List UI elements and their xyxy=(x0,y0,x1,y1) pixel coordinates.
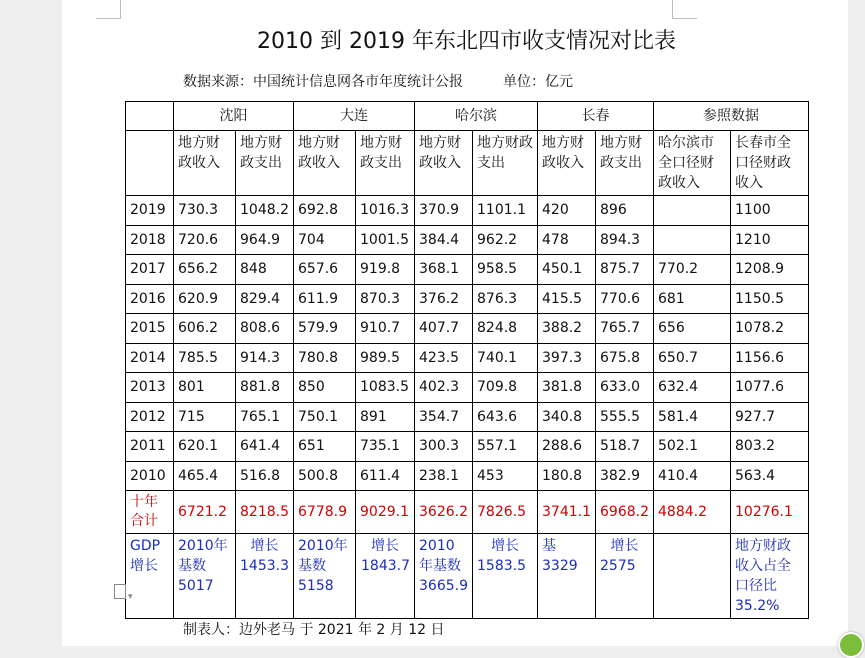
table-row xyxy=(126,314,809,344)
value-cell: 656.2 xyxy=(174,255,236,285)
expense-header: 地方财政支出 xyxy=(356,131,415,196)
value-cell: 894.3 xyxy=(596,225,654,255)
value-cell: 370.9 xyxy=(415,196,473,226)
value-cell: 478 xyxy=(538,225,596,255)
table-row xyxy=(126,255,809,285)
value-cell: 1208.9 xyxy=(731,255,809,285)
value-cell xyxy=(654,225,731,255)
gdp-dl-growth xyxy=(356,534,415,619)
value-cell: 919.8 xyxy=(356,255,415,285)
gdp-row xyxy=(126,534,809,619)
value-cell: 555.5 xyxy=(596,402,654,432)
table-row xyxy=(126,373,809,403)
gdp-base-label: 基 xyxy=(542,538,556,554)
value-cell: 1048.2 xyxy=(236,196,294,226)
income-header: 地方财政收入 xyxy=(294,131,356,196)
maker-line: 制表人：边外老马 于 2021 年 2 月 12 日 xyxy=(183,622,445,638)
value-cell: 563.4 xyxy=(731,461,809,491)
value-cell: 1210 xyxy=(731,225,809,255)
total-cell: 10276.1 xyxy=(731,491,809,534)
income-header: 地方财政收入 xyxy=(415,131,473,196)
income-header: 地方财政收入 xyxy=(538,131,596,196)
ref-cc-header: 长春市全口径财政收入 xyxy=(731,131,809,196)
value-cell: 656 xyxy=(654,314,731,344)
gdp-ratio-text: 地方财政收入占全口径比 xyxy=(735,538,791,594)
value-cell: 180.8 xyxy=(538,461,596,491)
value-cell: 910.7 xyxy=(356,314,415,344)
value-cell: 715 xyxy=(174,402,236,432)
value-cell: 579.9 xyxy=(294,314,356,344)
value-cell: 850 xyxy=(294,373,356,403)
value-cell: 848 xyxy=(236,255,294,285)
city-header: 大连 xyxy=(294,102,415,131)
gdp-base-value: 3329 xyxy=(542,558,578,574)
document-icon xyxy=(114,584,126,599)
value-cell: 354.7 xyxy=(415,402,473,432)
corner-cell xyxy=(126,131,174,196)
value-cell: 415.5 xyxy=(538,284,596,314)
value-cell: 453 xyxy=(473,461,538,491)
value-cell: 1100 xyxy=(731,196,809,226)
page-corner-mark xyxy=(96,0,121,19)
value-cell: 989.5 xyxy=(356,343,415,373)
year-cell: 2015 xyxy=(126,314,174,344)
total-cell: 9029.1 xyxy=(356,491,415,534)
city-header: 沈阳 xyxy=(174,102,294,131)
gdp-sy-growth xyxy=(236,534,294,619)
chevron-down-icon: ▾ xyxy=(128,592,133,602)
year-cell: 2017 xyxy=(126,255,174,285)
table-row xyxy=(126,284,809,314)
expense-header: 地方财政支出 xyxy=(473,131,538,196)
value-cell: 500.8 xyxy=(294,461,356,491)
value-cell: 611.4 xyxy=(356,461,415,491)
value-cell: 397.3 xyxy=(538,343,596,373)
year-cell: 2010 xyxy=(126,461,174,491)
gdp-growth-label: 增长 xyxy=(491,538,519,554)
total-cell: 3741.1 xyxy=(538,491,596,534)
value-cell: 1083.5 xyxy=(356,373,415,403)
gdp-cc-base xyxy=(538,534,596,619)
gdp-base-label: 2010年基数 xyxy=(298,538,348,574)
gdp-growth-value: 1843.7 xyxy=(361,558,410,574)
table-row xyxy=(126,343,809,373)
value-cell: 423.5 xyxy=(415,343,473,373)
year-cell: 2019 xyxy=(126,196,174,226)
value-cell: 407.7 xyxy=(415,314,473,344)
value-cell: 770.2 xyxy=(654,255,731,285)
total-cell: 6968.2 xyxy=(596,491,654,534)
value-cell: 368.1 xyxy=(415,255,473,285)
table-row xyxy=(126,432,809,462)
value-cell: 730.3 xyxy=(174,196,236,226)
table-row xyxy=(126,196,809,226)
reference-header: 参照数据 xyxy=(654,102,809,131)
gdp-empty-cell xyxy=(654,534,731,619)
value-cell xyxy=(654,196,731,226)
value-cell: 808.6 xyxy=(236,314,294,344)
value-cell: 958.5 xyxy=(473,255,538,285)
gdp-base-value: 5158 xyxy=(298,578,334,594)
total-cell: 7826.5 xyxy=(473,491,538,534)
value-cell: 785.5 xyxy=(174,343,236,373)
gdp-growth-label: 增长 xyxy=(371,538,399,554)
value-cell: 611.9 xyxy=(294,284,356,314)
value-cell: 420 xyxy=(538,196,596,226)
value-cell: 340.8 xyxy=(538,402,596,432)
year-cell: 2013 xyxy=(126,373,174,403)
table-row xyxy=(126,461,809,491)
value-cell: 692.8 xyxy=(294,196,356,226)
value-cell: 516.8 xyxy=(236,461,294,491)
value-cell: 891 xyxy=(356,402,415,432)
comparison-table xyxy=(125,101,809,619)
value-cell: 388.2 xyxy=(538,314,596,344)
gdp-growth-value: 2575 xyxy=(600,558,636,574)
value-cell: 735.1 xyxy=(356,432,415,462)
value-cell: 876.3 xyxy=(473,284,538,314)
page-corner-mark xyxy=(672,0,697,19)
gdp-ratio-value: 35.2% xyxy=(735,598,780,614)
value-cell: 1077.6 xyxy=(731,373,809,403)
gdp-growth-label: 增长 xyxy=(250,538,279,554)
value-cell: 657.6 xyxy=(294,255,356,285)
value-cell: 962.2 xyxy=(473,225,538,255)
value-cell: 410.4 xyxy=(654,461,731,491)
year-cell: 2016 xyxy=(126,284,174,314)
value-cell: 300.3 xyxy=(415,432,473,462)
total-cell: 8218.5 xyxy=(236,491,294,534)
value-cell: 557.1 xyxy=(473,432,538,462)
value-cell: 651 xyxy=(294,432,356,462)
value-cell: 803.2 xyxy=(731,432,809,462)
value-cell: 740.1 xyxy=(473,343,538,373)
value-cell: 620.9 xyxy=(174,284,236,314)
year-cell: 2012 xyxy=(126,402,174,432)
unit-label: 单位：亿元 xyxy=(503,74,573,90)
gdp-hrb-base: 2010年基数3665.9 xyxy=(415,534,473,619)
gdp-dl-base xyxy=(294,534,356,619)
gdp-growth-value: 1453.3 xyxy=(240,558,289,574)
value-cell: 801 xyxy=(174,373,236,403)
source-line xyxy=(183,71,573,91)
city-header: 长春 xyxy=(538,102,654,131)
value-cell: 709.8 xyxy=(473,373,538,403)
expense-header: 地方财政支出 xyxy=(236,131,294,196)
gdp-sy-base: 2010年基数5017 xyxy=(174,534,236,619)
total-cell: 4884.2 xyxy=(654,491,731,534)
year-cell: 2018 xyxy=(126,225,174,255)
value-cell: 450.1 xyxy=(538,255,596,285)
value-cell: 720.6 xyxy=(174,225,236,255)
table-row xyxy=(126,402,809,432)
column-header-row xyxy=(126,131,809,196)
value-cell: 770.6 xyxy=(596,284,654,314)
value-cell: 875.7 xyxy=(596,255,654,285)
value-cell: 632.4 xyxy=(654,373,731,403)
value-cell: 824.8 xyxy=(473,314,538,344)
expense-header: 地方财政支出 xyxy=(596,131,654,196)
corner-cell xyxy=(126,102,174,131)
value-cell: 704 xyxy=(294,225,356,255)
value-cell: 765.7 xyxy=(596,314,654,344)
value-cell: 1016.3 xyxy=(356,196,415,226)
value-cell: 641.4 xyxy=(236,432,294,462)
source-label: 数据来源：中国统计信息网各市年度统计公报 xyxy=(183,74,463,90)
value-cell: 964.9 xyxy=(236,225,294,255)
value-cell: 382.9 xyxy=(596,461,654,491)
value-cell: 381.8 xyxy=(538,373,596,403)
value-cell: 465.4 xyxy=(174,461,236,491)
gdp-ratio-cell xyxy=(731,534,809,619)
value-cell: 502.1 xyxy=(654,432,731,462)
value-cell: 881.8 xyxy=(236,373,294,403)
year-cell: 2011 xyxy=(126,432,174,462)
total-cell: 6721.2 xyxy=(174,491,236,534)
value-cell: 1150.5 xyxy=(731,284,809,314)
year-cell: 2014 xyxy=(126,343,174,373)
value-cell: 1101.1 xyxy=(473,196,538,226)
city-header-row xyxy=(126,102,809,131)
gdp-hrb-growth xyxy=(473,534,538,619)
value-cell: 1001.5 xyxy=(356,225,415,255)
value-cell: 650.7 xyxy=(654,343,731,373)
value-cell: 896 xyxy=(596,196,654,226)
value-cell: 238.1 xyxy=(415,461,473,491)
value-cell: 870.3 xyxy=(356,284,415,314)
value-cell: 402.3 xyxy=(415,373,473,403)
value-cell: 1078.2 xyxy=(731,314,809,344)
value-cell: 750.1 xyxy=(294,402,356,432)
total-label: 十年合计 xyxy=(126,491,174,534)
paste-options-icon[interactable] xyxy=(114,584,138,602)
value-cell: 675.8 xyxy=(596,343,654,373)
year-rows xyxy=(126,196,809,491)
gdp-label: GDP增长 xyxy=(126,534,174,619)
value-cell: 780.8 xyxy=(294,343,356,373)
table-row xyxy=(126,225,809,255)
gdp-growth-label: 增长 xyxy=(610,538,639,554)
value-cell: 643.6 xyxy=(473,402,538,432)
value-cell: 581.4 xyxy=(654,402,731,432)
gdp-growth-value: 1583.5 xyxy=(477,558,526,574)
value-cell: 914.3 xyxy=(236,343,294,373)
value-cell: 620.1 xyxy=(174,432,236,462)
value-cell: 927.7 xyxy=(731,402,809,432)
gdp-cc-growth xyxy=(596,534,654,619)
ref-hrb-header: 哈尔滨市全口径财政收入 xyxy=(654,131,731,196)
value-cell: 765.1 xyxy=(236,402,294,432)
value-cell: 288.6 xyxy=(538,432,596,462)
value-cell: 384.4 xyxy=(415,225,473,255)
value-cell: 633.0 xyxy=(596,373,654,403)
value-cell: 376.2 xyxy=(415,284,473,314)
value-cell: 606.2 xyxy=(174,314,236,344)
total-cell: 6778.9 xyxy=(294,491,356,534)
value-cell: 829.4 xyxy=(236,284,294,314)
value-cell: 681 xyxy=(654,284,731,314)
total-row xyxy=(126,491,809,534)
status-badge-icon[interactable] xyxy=(838,632,864,658)
income-header: 地方财政收入 xyxy=(174,131,236,196)
total-cell: 3626.2 xyxy=(415,491,473,534)
value-cell: 1156.6 xyxy=(731,343,809,373)
city-header: 哈尔滨 xyxy=(415,102,538,131)
value-cell: 518.7 xyxy=(596,432,654,462)
document-title: 2010 到 2019 年东北四市收支情况对比表 xyxy=(257,29,676,54)
